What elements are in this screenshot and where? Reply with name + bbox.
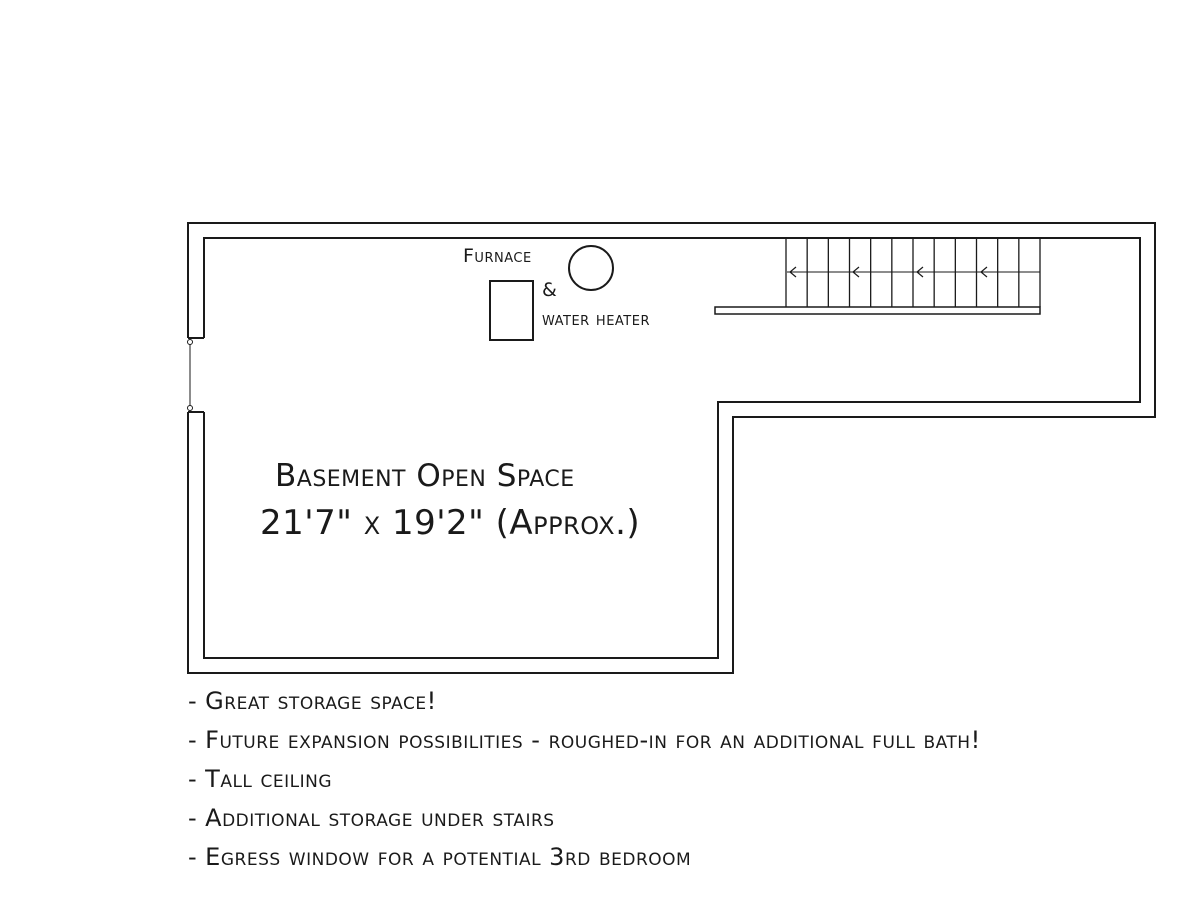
furnace-symbol xyxy=(569,246,613,290)
feature-item: - Additional storage under stairs xyxy=(188,804,555,832)
feature-text: Great storage space! xyxy=(205,687,437,715)
feature-list xyxy=(188,682,981,877)
feature-text: Additional storage under stairs xyxy=(205,804,555,832)
feature-text: Egress window for a potential 3rd bedroom xyxy=(205,843,692,871)
feature-item: - Great storage space! xyxy=(188,687,437,715)
feature-item: - Future expansion possibilities - roughed-in for an additional full bath! xyxy=(188,726,981,754)
feature-text: Tall ceiling xyxy=(205,765,333,793)
egress-window xyxy=(188,340,193,411)
room-dimensions: 21'7" x 19'2" (Approx.) xyxy=(260,503,641,543)
feature-item: - Tall ceiling xyxy=(188,765,333,793)
feature-text: Future expansion possibilities - roughed-in for an additional full bath! xyxy=(205,726,981,754)
inner-wall xyxy=(204,238,1140,658)
staircase xyxy=(786,238,1040,307)
outer-wall xyxy=(188,223,1155,673)
stair-railing xyxy=(715,307,1040,314)
water-heater-symbol xyxy=(490,281,533,340)
room-name: Basement Open Space xyxy=(275,458,575,494)
ampersand-label: & xyxy=(542,279,557,301)
water-heater-label: water heater xyxy=(542,309,650,330)
furnace-label: Furnace xyxy=(463,245,532,267)
feature-item: - Egress window for a potential 3rd bedroom xyxy=(188,843,692,871)
